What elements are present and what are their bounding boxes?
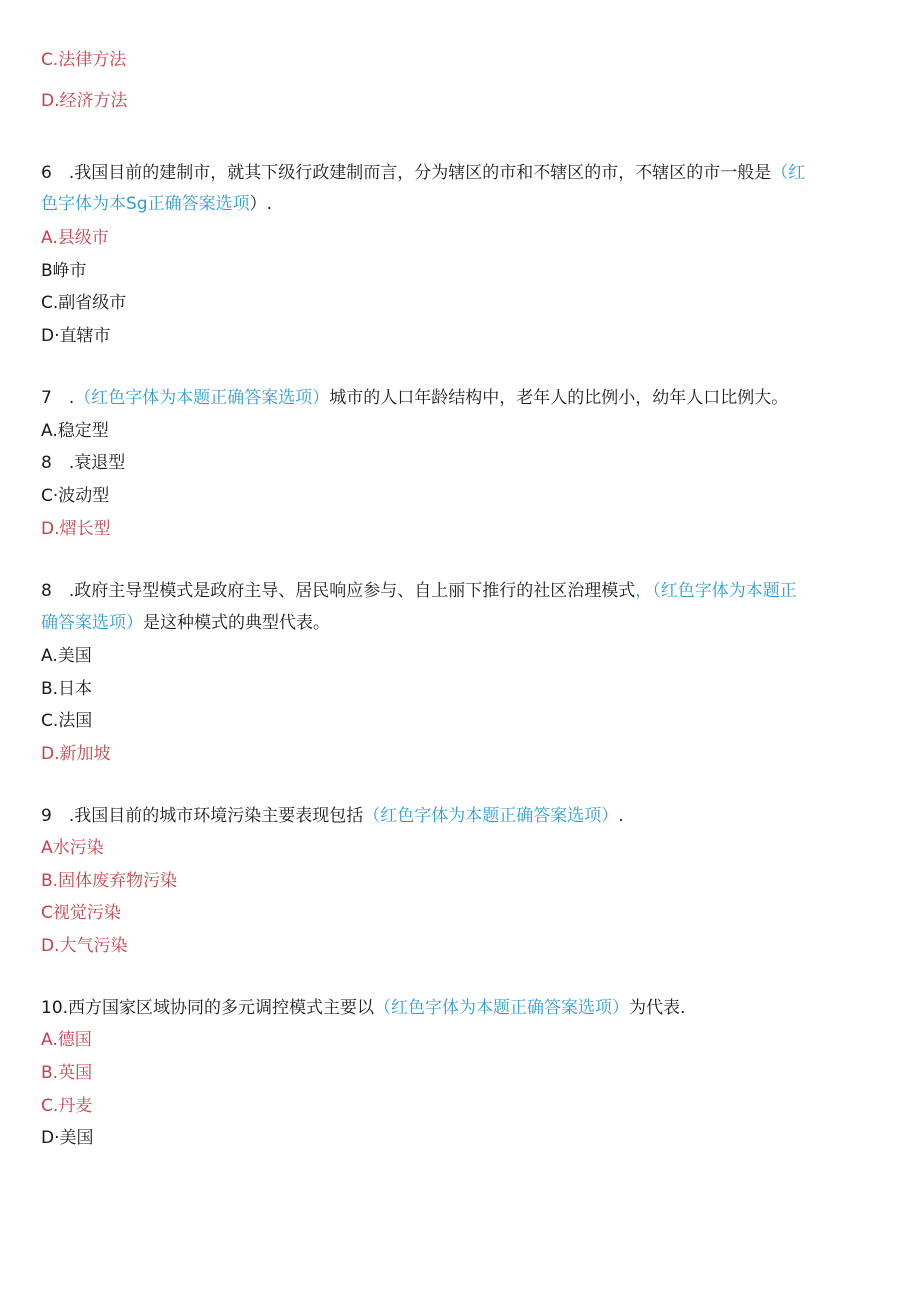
option-d: D.经济方法 xyxy=(41,91,128,111)
question-8-text: 8 .政府主导型模式是政府主导、居民响应参与、自上丽下推行的社区治理模式 xyxy=(41,581,636,601)
question-9-line xyxy=(41,804,624,828)
question-7-option-b: 8 .衰退型 xyxy=(41,453,126,473)
question-8-line-2 xyxy=(41,611,330,635)
question-8-line-1 xyxy=(41,579,797,603)
question-6-end: ）. xyxy=(249,194,272,214)
question-10-text: 10.西方国家区域协同的多元调控模式主要以 xyxy=(41,998,375,1018)
question-7-option-a: A.稳定型 xyxy=(41,421,109,441)
question-7-prefix: 7 . xyxy=(41,388,75,408)
question-6-option-b: B峥市 xyxy=(41,261,87,281)
question-6-line-1 xyxy=(41,161,805,185)
question-9-hint: （红色字体为本题正确答案选项） xyxy=(363,806,619,826)
question-10-hint: （红色字体为本题正确答案选项） xyxy=(374,998,630,1018)
question-8-option-a: A.美国 xyxy=(41,646,92,666)
question-6-hint-start: （红 xyxy=(771,163,806,183)
question-7-hint: （红色字体为本题正确答案选项） xyxy=(74,388,330,408)
question-10-option-c: C.丹麦 xyxy=(41,1096,93,1116)
question-9-option-a: A水污染 xyxy=(41,838,104,858)
question-9-text: 9 .我国目前的城市环境污染主要表现包括 xyxy=(41,806,364,826)
question-7-line xyxy=(41,386,788,410)
question-6-option-a: A.县级市 xyxy=(41,228,109,248)
question-6-hint: 色字体为本Sg正确答案选项 xyxy=(41,194,250,214)
question-6-option-d: D·直辖市 xyxy=(41,326,111,346)
question-6-text: 6 .我国目前的建制市，就其下级行政建制而言，分为辖区的市和不辖区的市，不辖区的市一般是 xyxy=(41,163,772,183)
question-9-end: . xyxy=(618,806,624,826)
question-9-option-c: C视觉污染 xyxy=(41,903,121,923)
question-10-option-a: A.德国 xyxy=(41,1030,92,1050)
question-7-option-d: D.熠长型 xyxy=(41,519,111,539)
question-10-option-d: D·美国 xyxy=(41,1128,94,1148)
question-7-option-c: C·波动型 xyxy=(41,486,110,506)
question-6-line-2 xyxy=(41,192,272,216)
option-c: C.法律方法 xyxy=(41,50,127,70)
question-9-option-b: B.固体废弃物污染 xyxy=(41,871,178,891)
question-7-text: 城市的人口年龄结构中，老年人的比例小，幼年人口比例大。 xyxy=(329,388,789,408)
question-8-hint-start: ，（红色字体为本题正 xyxy=(635,581,797,601)
question-10-end: 为代表. xyxy=(629,998,686,1018)
question-9-option-d: D.大气污染 xyxy=(41,936,128,956)
question-8-option-b: B.日本 xyxy=(41,679,93,699)
question-8-option-d: D.新加坡 xyxy=(41,744,111,764)
question-10-line xyxy=(41,996,685,1020)
question-10-option-b: B.英国 xyxy=(41,1063,93,1083)
question-8-hint: 确答案选项） xyxy=(41,613,143,633)
question-6-option-c: C.副省级市 xyxy=(41,293,127,313)
question-8-text-end: 是这种模式的典型代表。 xyxy=(143,613,330,633)
question-8-option-c: C.法国 xyxy=(41,711,93,731)
